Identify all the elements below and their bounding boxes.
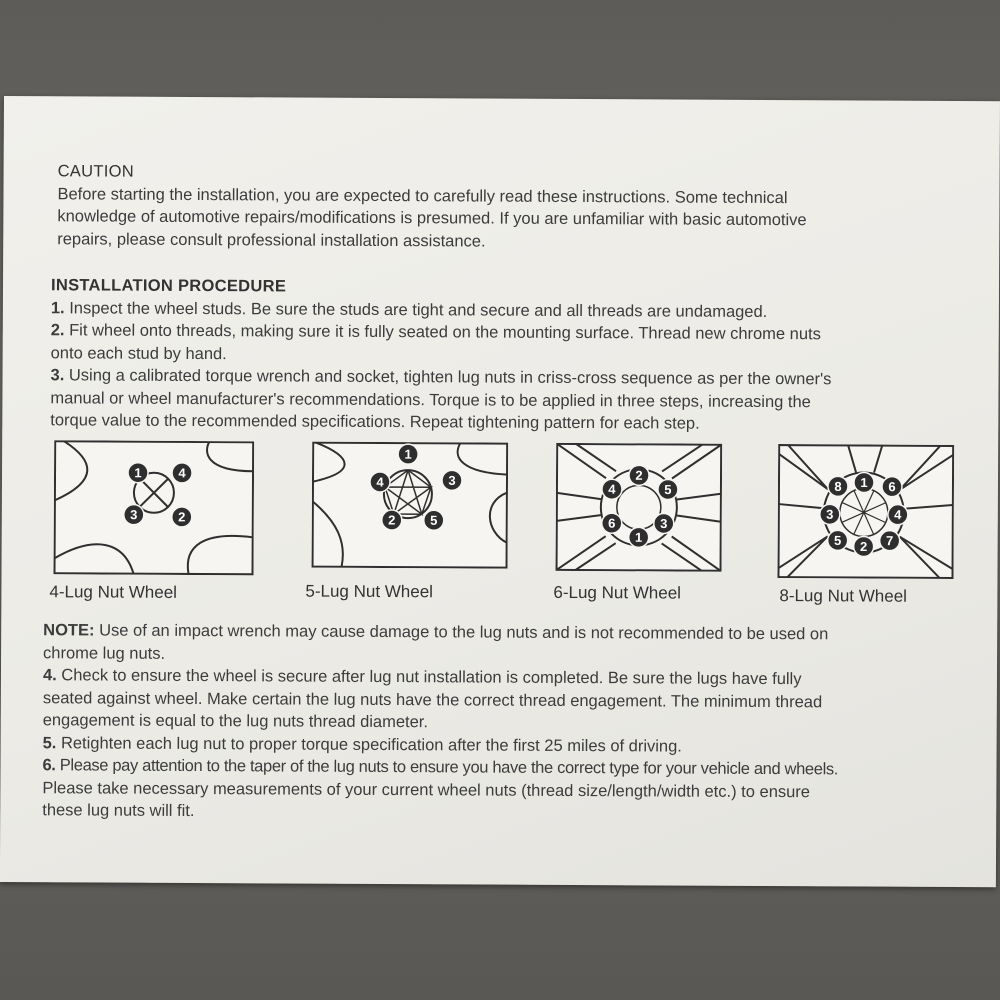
lug-nut-number: 1 — [635, 529, 643, 545]
lug-nut-marker — [124, 505, 144, 525]
note-text: Use of an impact wrench may cause damage to the lug nuts and is not recommended to be used on — [99, 621, 829, 644]
lug-nut-number: 4 — [376, 474, 384, 490]
lug-nut-marker — [888, 505, 908, 525]
lug-nut-number: 6 — [888, 479, 896, 495]
diagram-5-lug — [312, 442, 509, 569]
step-text: Fit wheel onto threads, making sure it is fully seated on the mounting surface. Thread new chrome nuts — [69, 321, 821, 344]
lug-nut-number: 3 — [130, 507, 138, 523]
lug-nut-marker — [629, 527, 649, 547]
note-label: NOTE: — [43, 621, 95, 640]
lug-nut-marker — [128, 463, 148, 483]
lug-nut-number: 8 — [834, 478, 842, 494]
caption-4-lug: 4-Lug Nut Wheel — [49, 582, 178, 602]
lug-nut-number: 2 — [388, 512, 396, 528]
lug-nut-number: 4 — [894, 507, 902, 523]
lug-nut-number: 7 — [886, 533, 894, 549]
lug-nut-number: 2 — [178, 509, 186, 525]
lug-nut-number: 5 — [430, 512, 438, 528]
note-text: chrome lug nuts. — [43, 643, 166, 663]
caution-line: knowledge of automotive repairs/modifications is presumed. If you are unfamiliar with basic automotive — [57, 207, 807, 230]
step-text: engagement is equal to the lug nuts thread diameter. — [42, 711, 429, 732]
caution-line: Before starting the installation, you are expected to carefully read these instructions. Some technical — [57, 184, 788, 207]
step-text: Retighten each lug nut to proper torque specification after the first 25 miles of driving. — [60, 733, 682, 756]
notes-section — [42, 619, 973, 826]
caution-heading: CAUTION — [57, 162, 135, 181]
wheel-8-lug-icon — [777, 444, 954, 579]
diagram-8-lug — [777, 444, 954, 579]
procedure-heading: INSTALLATION PROCEDURE — [50, 276, 287, 296]
step-text: Please take necessary measurements of your current wheel nuts (thread size/length/width etc.) to ensure — [42, 778, 811, 801]
lug-nut-number: 6 — [608, 515, 616, 531]
step-text: torque value to the recommended specifications. Repeat tightening pattern for each step. — [50, 411, 700, 433]
wheel-6-lug-icon — [556, 443, 723, 572]
step-text: seated against wheel. Make certain the lug nuts have the correct thread engagement. The minimum thread — [42, 688, 823, 711]
lug-nut-marker — [602, 513, 622, 533]
lug-nut-marker — [820, 504, 840, 524]
step-text: Inspect the wheel studs. Be sure the studs are tight and secure and all threads are undamaged. — [69, 298, 768, 321]
lug-nut-number: 5 — [834, 532, 842, 548]
step-text: these lug nuts will fit. — [42, 801, 195, 821]
lug-nut-marker — [172, 463, 192, 483]
lug-nut-marker — [854, 472, 874, 492]
lug-nut-number: 3 — [660, 515, 668, 531]
step-number: 1. — [50, 298, 65, 317]
lug-nut-marker — [828, 530, 848, 550]
step-number: 2. — [50, 321, 65, 340]
lug-nut-marker — [382, 510, 402, 530]
lug-nut-marker — [654, 513, 674, 533]
wheel-5-lug-icon — [312, 442, 509, 569]
step-number: 3. — [50, 366, 65, 385]
step-number: 4. — [42, 666, 57, 685]
lug-nut-marker — [172, 507, 192, 527]
lug-nut-marker — [882, 477, 902, 497]
diagram-4-lug — [53, 440, 254, 575]
wheel-4-lug-icon — [53, 440, 254, 575]
lug-nut-marker — [658, 479, 678, 499]
step-number: 5. — [42, 733, 57, 752]
lug-nut-number: 3 — [826, 506, 834, 522]
lug-nut-number: 5 — [664, 481, 672, 498]
lug-nut-marker — [442, 470, 462, 490]
step-text: Please pay attention to the taper of the lug nuts to ensure you have the correct type for your vehicle and wheels. — [59, 756, 839, 779]
step-number: 6. — [42, 756, 56, 775]
caption-6-lug: 6-Lug Nut Wheel — [553, 582, 682, 603]
lug-nut-number: 3 — [448, 472, 456, 488]
lug-nut-number: 1 — [404, 446, 412, 462]
lug-nut-marker — [370, 472, 390, 492]
lug-nut-number: 4 — [608, 481, 616, 497]
lug-nut-number: 4 — [178, 465, 186, 481]
lug-nut-marker — [398, 444, 418, 464]
lug-nut-number: 1 — [134, 465, 142, 481]
lug-nut-marker — [854, 536, 874, 556]
instruction-sheet — [0, 96, 1000, 887]
lug-nut-number: 2 — [859, 538, 868, 555]
lug-nut-marker — [602, 479, 622, 499]
step-text: onto each stud by hand. — [50, 343, 227, 363]
caution-section — [57, 160, 957, 255]
lug-nut-number: 1 — [860, 474, 868, 491]
lug-nut-marker — [880, 531, 900, 551]
lug-nut-number: 2 — [635, 467, 643, 483]
caption-8-lug: 8-Lug Nut Wheel — [779, 586, 908, 606]
step-text: Check to ensure the wheel is secure after lug nut installation is completed. Be sure the lugs have fully — [61, 666, 802, 689]
lug-nut-marker — [828, 476, 848, 496]
lug-nut-marker — [629, 465, 649, 485]
diagram-6-lug — [556, 443, 723, 572]
caution-line: repairs, please consult professional installation assistance. — [57, 229, 486, 251]
step-text: Using a calibrated torque wrench and socket, tighten lug nuts in criss-cross sequence as per the owner's — [68, 366, 832, 389]
lug-nut-marker — [424, 510, 444, 530]
lug-nut-diagrams — [47, 440, 968, 615]
procedure-section — [50, 274, 971, 436]
caption-5-lug: 5-Lug Nut Wheel — [305, 581, 434, 602]
step-text: manual or wheel manufacturer's recommendations. Torque is to be applied in three steps, increasing the — [50, 388, 811, 411]
